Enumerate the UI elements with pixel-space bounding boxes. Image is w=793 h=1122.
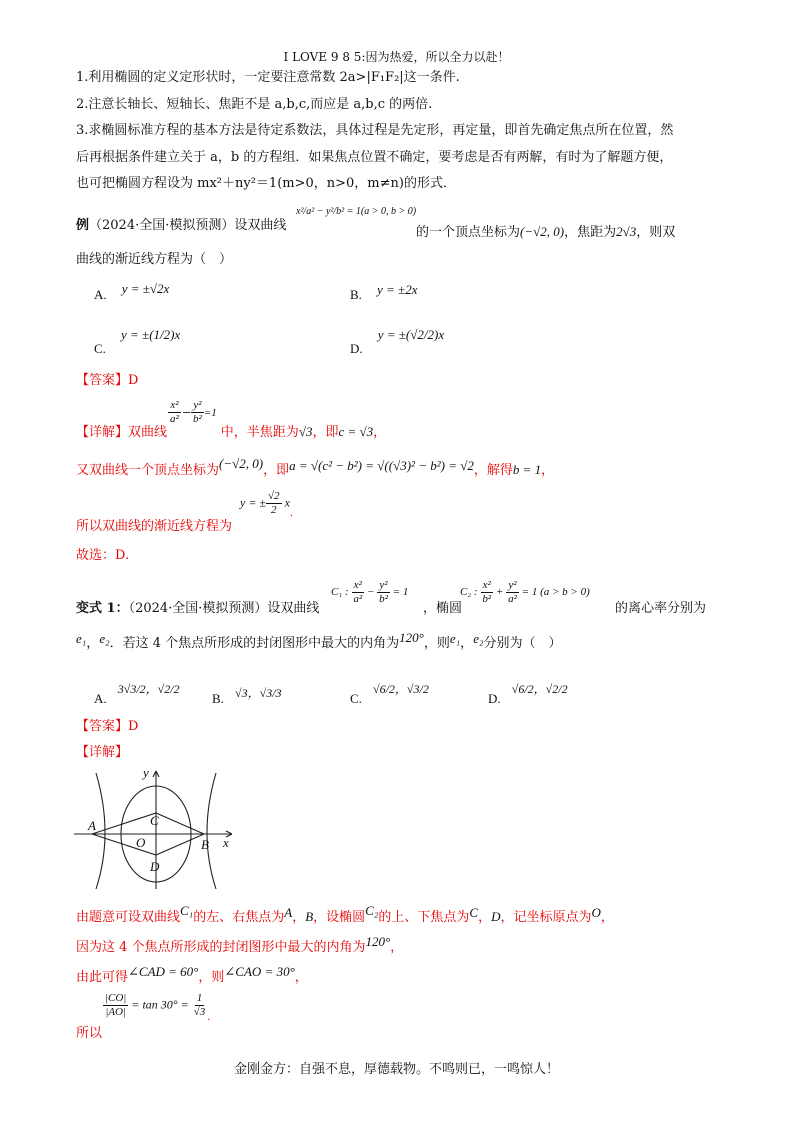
detail-mid: 中，半焦距为 [220, 425, 299, 440]
reason3-angle2: ∠CAO = 30° [224, 964, 295, 979]
example-stem-d: ，则双 [636, 225, 676, 240]
example-detail-line2 [76, 456, 555, 478]
note-3b: 后再根据条件建立关于 a，b 的方程组．如果焦点位置不确定，要考虑是否有两解，有时为了解题方便， [76, 150, 673, 165]
example-choose: 故选：D. [76, 548, 130, 563]
reason1-d: 的上、下焦点为 [378, 910, 470, 925]
reason1-a: 由题意可设双曲线 [76, 910, 181, 925]
detail2-eq: a = √(c² − b²) = √((√3)² − b²) = √2 [289, 458, 474, 473]
note-3c: 也可把椭圆方程设为 mx²＋ny²＝1(m>0，n>0，m≠n)的形式． [76, 176, 456, 191]
variant-reason-line2 [76, 936, 403, 955]
option-expr: 3√3/2，√2/2 [117, 682, 180, 696]
detail3-text: 所以双曲线的渐近线方程为 [76, 519, 233, 534]
variant-label: 变式 1： [76, 601, 129, 616]
example-focal: 2√3 [616, 224, 637, 239]
detail2-b: ，即 [263, 463, 290, 478]
hyperbola-right-branch [207, 773, 216, 889]
option-expr: √3，√3/3 [235, 686, 282, 700]
option-expr: √6/2，√3/2 [373, 682, 429, 696]
example-label: 例 [76, 218, 90, 233]
detail-hyperbola: $\frac{\text{x²}}{\text{a²}}$ [170, 399, 179, 425]
variant-stem-c: 的离心率分别为 [615, 601, 707, 616]
detail3-asymptote: y = ± $\frac{√2}{2}$ x. [240, 490, 293, 520]
variant-option-c[interactable] [350, 682, 429, 707]
option-label: A. [94, 691, 107, 706]
graph-label-d: D [150, 859, 160, 874]
option-label: B. [350, 287, 362, 302]
example-equation: x²/a² − y²/b² = 1(a > 0, b > 0) [296, 206, 417, 217]
variant-reason-line4 [76, 1022, 102, 1041]
example-vertex: (−√2, 0) [520, 224, 565, 239]
page-footer: 金刚金方：自强不息，厚德载物。不鸣则已，一鸣惊人！ [233, 1062, 559, 1077]
variant-stem-b: ，椭圆 [423, 601, 463, 616]
option-expr: y = ±√2x [121, 281, 170, 296]
option-label: C. [350, 691, 362, 706]
variant-option-d[interactable] [488, 682, 568, 707]
reason1-f: ， [600, 910, 614, 925]
variant-stem-line1 [76, 597, 319, 616]
reason3-b: ，则 [198, 970, 225, 985]
reason1-c: ，设椭圆 [313, 910, 366, 925]
option-label: A. [94, 287, 107, 302]
reason2-end: ， [390, 940, 404, 955]
variant-reason-line3 [76, 966, 308, 985]
reason2-text: 因为这 4 个焦点所形成的封闭图形中最大的内角为 [76, 940, 366, 955]
example-detail-line3 [76, 515, 232, 534]
reason1-b: 的左、右焦点为 [193, 910, 285, 925]
example-stem-a: （2024·全国·模拟预测）设双曲线 [89, 218, 287, 233]
detail-sqrt3: √3 [298, 424, 313, 439]
graph-label-a: A [88, 818, 96, 833]
example-option-b[interactable] [350, 284, 417, 303]
example-answer: 【答案】D [76, 373, 139, 388]
example-stem-line1 [76, 214, 286, 233]
example-stem-b: 的一个顶点坐标为 [416, 225, 521, 240]
variant-option-b[interactable] [212, 688, 282, 707]
option-label: C. [94, 341, 106, 356]
variant-detail: 【详解】 [76, 745, 129, 760]
note-2: 2.注意长轴长、短轴长、焦距不是 a,b,c,而应是 a,b,c 的两倍. [76, 97, 433, 112]
detail-ji: ，即 [312, 425, 339, 440]
graph-label-x: x [223, 835, 229, 850]
graph-label-o: O [136, 835, 146, 850]
example-stem-c: ，焦距为 [564, 225, 617, 240]
variant-reason-line1: 由题意可设双曲线C₁的左、右焦点为A，B，设椭圆C₂的上、下焦点为C，D，记坐标原点为O， [76, 903, 614, 925]
detail2-b1: b = 1 [512, 462, 542, 477]
example-stem-line2: 曲线的渐近线方程为（ ） [76, 252, 233, 267]
variant-angle: 120° [399, 630, 424, 645]
graph-label-y: y [143, 765, 149, 780]
reason4-end: . [207, 1009, 211, 1024]
reason4-equation: $\frac{|CO|}{|AO|}$ = tan 30° = $\frac{1}{√3}$ . [105, 992, 211, 1024]
variant-c2: C₂ : $\frac{\text{x²}}{\text{b²}}$ + $\frac{\text{y²}}{\text{a²}}$ = 1 (a > b > 0) [460, 579, 590, 605]
page-header: I LOVE 9 8 5:因为热爱，所以全力以赴！ [283, 50, 510, 64]
detail-label: 【详解】双曲线 [76, 425, 168, 440]
reason4-a: 所以 [76, 1026, 103, 1041]
variant-c1: C₁ : $\frac{\text{x²}}{\text{a²}}$ − $\frac{\text{y²}}{\text{b²}}$ = 1 [331, 579, 409, 605]
variant-stem-d: ．若这 4 个焦点所形成的封闭图形中最大的内角为 [109, 636, 400, 651]
option-expr: y = ±(√2/2)x [377, 327, 445, 342]
detail3-end: . [289, 505, 293, 520]
reason3-angle1: ∠CAD = 60° [128, 964, 199, 979]
variant-answer: 【答案】D [76, 719, 139, 734]
option-label: D. [350, 341, 363, 356]
reason3-end: ， [294, 970, 308, 985]
detail2-c: ，解得 [473, 463, 513, 478]
variant-stem-f: 分别为（ ） [483, 636, 562, 651]
note-1: 1.利用椭圆的定义定形状时，一定要注意常数 2a>|F₁F₂|这一条件. [76, 70, 460, 85]
detail2-vertex: (−√2, 0) [219, 456, 264, 471]
detail-end: ， [373, 425, 387, 440]
variant-stem-line2: e₁，e₂．若这 4 个焦点所形成的封闭图形中最大的内角为120°，则e₁，e₂分别为（ ） [76, 630, 562, 651]
reason1-e: ，记坐标原点为 [500, 910, 592, 925]
detail2-end: ， [541, 463, 555, 478]
graph-label-b: B [201, 837, 209, 852]
example-stem-mid [416, 221, 675, 240]
detail-c: c = √3 [338, 424, 374, 439]
variant-option-a[interactable] [94, 682, 180, 707]
example-detail-line1: 【详解】双曲线 $\frac{\text{x²}}{\text{a²}}$ − $\frac{\text{y²}}{\text{b²}}$ =1中，半焦距为√3，即c = √3， [76, 399, 387, 440]
conic-figure [72, 763, 242, 891]
option-label: B. [212, 691, 224, 706]
reason3-a: 由此可得 [76, 970, 129, 985]
detail2-a: 又双曲线一个顶点坐标为 [76, 463, 220, 478]
note-3a: 3.求椭圆标准方程的基本方法是待定系数法，具体过程是先定形，再定量，即首先确定焦点所在位置，然 [76, 123, 674, 138]
graph-label-c: C [150, 813, 159, 828]
option-expr: y = ±(1/2)x [121, 327, 181, 342]
variant-stem-a: （2024·全国·模拟预测）设双曲线 [128, 601, 320, 616]
reason2-angle: 120° [365, 934, 391, 949]
option-expr: √6/2，√2/2 [511, 682, 568, 696]
option-label: D. [488, 691, 501, 706]
option-expr: y = ±2x [377, 282, 418, 297]
example-option-a[interactable] [94, 281, 170, 303]
variant-stem-e: ，则 [423, 636, 450, 651]
